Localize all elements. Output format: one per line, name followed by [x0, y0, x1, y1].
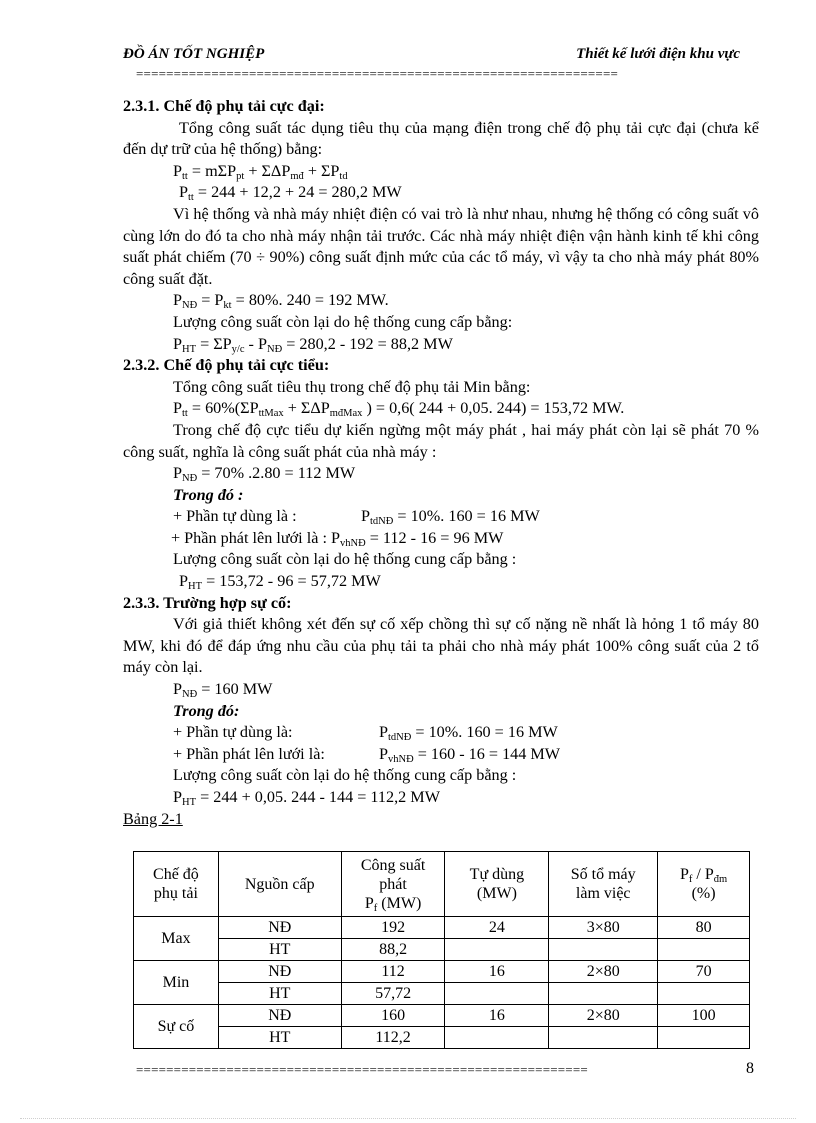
- formula: $P_{HT} = 153,72 - 96 = 57,72$ MW: [179, 572, 381, 593]
- cell-power: 57,72: [341, 983, 445, 1005]
- cell-self-use: [445, 939, 549, 961]
- trong-do-label: Trong đó :: [173, 485, 244, 504]
- footer-rule: ============================================================: [136, 1062, 588, 1077]
- cell-units: [549, 939, 658, 961]
- list-item: + Phần phát lên lưới là: $P_{vhNĐ} = 160 - 16 = 144$ MW: [173, 744, 561, 765]
- formula: $P_{HT} = \Sigma P_{y/c} - P_{NĐ} = 280,2 - 192 = 88,2$ MW: [173, 334, 453, 355]
- header-power: Công suất phát $P_f$ (MW): [341, 852, 445, 917]
- cell-power: 112: [341, 961, 445, 983]
- cell-self-use: [445, 1027, 549, 1049]
- paragraph: Lượng công suất còn lại do hệ thống cung cấp bằng :: [173, 766, 517, 785]
- list-item: + Phần tự dùng là: $P_{tdNĐ} = 10\%$. 160 = 16 MW: [173, 723, 558, 744]
- table-row: [134, 961, 750, 983]
- paragraph: Vì hệ thống và nhà máy nhiệt điện có vai trò là như nhau, nhưng hệ thống có công suất vô cùng lớn do đó ta cho nhà máy nhận tải trước. Các nhà máy nhiệt điện vận hành kinh tế khi công suất phát chiếm (70 ÷ 90%) công suất định mức của các tổ máy, vì vậy ta cho nhà máy phát 80% công suất đặt.: [123, 204, 759, 288]
- table-row: [134, 1027, 750, 1049]
- cell-ratio: 80: [658, 917, 750, 939]
- cell-ratio: 100: [658, 1005, 750, 1027]
- cell-ratio: 70: [658, 961, 750, 983]
- cell-units: 3×80: [549, 917, 658, 939]
- cell-power: 192: [341, 917, 445, 939]
- formula: $P_{tt} = m\Sigma P_{pt} + \Sigma\Delta P_{mđ} + \Sigma P_{td}$: [173, 161, 348, 182]
- header-units: Số tổ máy làm việc: [549, 852, 658, 917]
- header-rule: ================================================================: [136, 66, 619, 81]
- formula: $P_{NĐ} = 70\%$ .2.80 = 112 MW: [173, 464, 356, 485]
- cell-self-use: 24: [445, 917, 549, 939]
- cell-ratio: [658, 983, 750, 1005]
- list-item: + Phần tự dùng là : $P_{tdNĐ} = 10\%$. 160 = 16 MW: [173, 507, 540, 528]
- cell-units: [549, 1027, 658, 1049]
- section-heading-2-3-1: 2.3.1. Chế độ phụ tải cực đại:: [123, 97, 325, 115]
- formula: $P_{tt} = 244 + 12,2 + 24 = 280,2$ MW: [179, 183, 402, 204]
- header-title-right: Thiết kế lưới điện khu vực: [576, 46, 740, 62]
- formula: $P_{tt} = 60\%(\Sigma P_{ttMax} + \Sigma\Delta P_{mđMax}$ ) = 0,6( 244 + 0,05. 244) = 153,72 MW.: [173, 399, 625, 420]
- page-edge-divider: [20, 1118, 796, 1119]
- table-header-row: [134, 852, 750, 917]
- formula: $P_{HT} = 244 + 0,05$. 244 - 144 = 112,2 MW: [173, 788, 440, 808]
- paragraph: Trong chế độ cực tiểu dự kiến ngừng một máy phát , hai máy phát còn lại sẽ phát 70 % công suất, nghĩa là công suất phát của nhà máy :: [123, 420, 759, 461]
- header-mode: Chế độ phụ tải: [134, 852, 219, 917]
- section-heading-2-3-3: 2.3.3. Trường hợp sự cố:: [123, 593, 292, 612]
- paragraph: Lượng công suất còn lại do hệ thống cung cấp bằng :: [173, 550, 517, 569]
- cell-self-use: 16: [445, 961, 549, 983]
- section-heading-2-3-2: 2.3.2. Chế độ phụ tải cực tiểu:: [123, 356, 330, 375]
- paragraph: Lượng công suất còn lại do hệ thống cung cấp bằng:: [173, 312, 513, 331]
- document-body: [123, 96, 759, 830]
- cell-power: 112,2: [341, 1027, 445, 1049]
- cell-source: NĐ: [218, 917, 341, 939]
- cell-power: 160: [341, 1005, 445, 1027]
- table-row: [134, 983, 750, 1005]
- cell-power: 88,2: [341, 939, 445, 961]
- table-row: [134, 1005, 750, 1027]
- header-source: Nguồn cấp: [218, 852, 341, 917]
- cell-units: [549, 983, 658, 1005]
- formula: $P_{NĐ} = 160$ MW: [173, 680, 273, 701]
- cell-source: NĐ: [218, 1005, 341, 1027]
- cell-units: 2×80: [549, 1005, 658, 1027]
- cell-source: HT: [218, 939, 341, 961]
- list-item: + Phần phát lên lưới là : $P_{vhNĐ} = 112 - 16 = 96$ MW: [171, 528, 504, 549]
- cell-source: HT: [218, 983, 341, 1005]
- cell-units: 2×80: [549, 961, 658, 983]
- cell-source: NĐ: [218, 961, 341, 983]
- formula: $P_{NĐ} = P_{kt} = 80\%$. 240 = 192 MW.: [173, 291, 389, 312]
- cell-mode: Sự cố: [134, 1005, 219, 1049]
- page-number: 8: [746, 1060, 754, 1077]
- cell-ratio: [658, 1027, 750, 1049]
- trong-do-label: Trong đó:: [173, 701, 240, 720]
- results-table: [133, 851, 750, 1049]
- cell-ratio: [658, 939, 750, 961]
- paragraph: Với giả thiết không xét đến sự cố xếp chồng thì sự cố nặng nề nhất là hỏng 1 tổ máy 80 MW, khi đó để đáp ứng nhu cầu của phụ tải ta phải cho nhà máy phát 100% công suất của 2 tổ máy còn lại.: [123, 615, 759, 677]
- cell-mode: Max: [134, 917, 219, 961]
- header-ratio: $P_f / P_{đm}$ (%): [658, 852, 750, 917]
- header-self-use: Tự dùng (MW): [445, 852, 549, 917]
- table-row: [134, 939, 750, 961]
- table-row: [134, 917, 750, 939]
- cell-source: HT: [218, 1027, 341, 1049]
- cell-self-use: 16: [445, 1005, 549, 1027]
- paragraph: Tổng công suất tiêu thụ trong chế độ phụ tải Min bằng:: [173, 377, 531, 396]
- table-caption: Bảng 2-1: [123, 809, 183, 828]
- cell-self-use: [445, 983, 549, 1005]
- cell-mode: Min: [134, 961, 219, 1005]
- paragraph: Tổng công suất tác dụng tiêu thụ của mạng điện trong chế độ phụ tải cực đại (chưa kể đến dự trữ của hệ thống) bằng:: [123, 118, 759, 159]
- header-title-left: ĐỒ ÁN TỐT NGHIỆP: [123, 46, 265, 62]
